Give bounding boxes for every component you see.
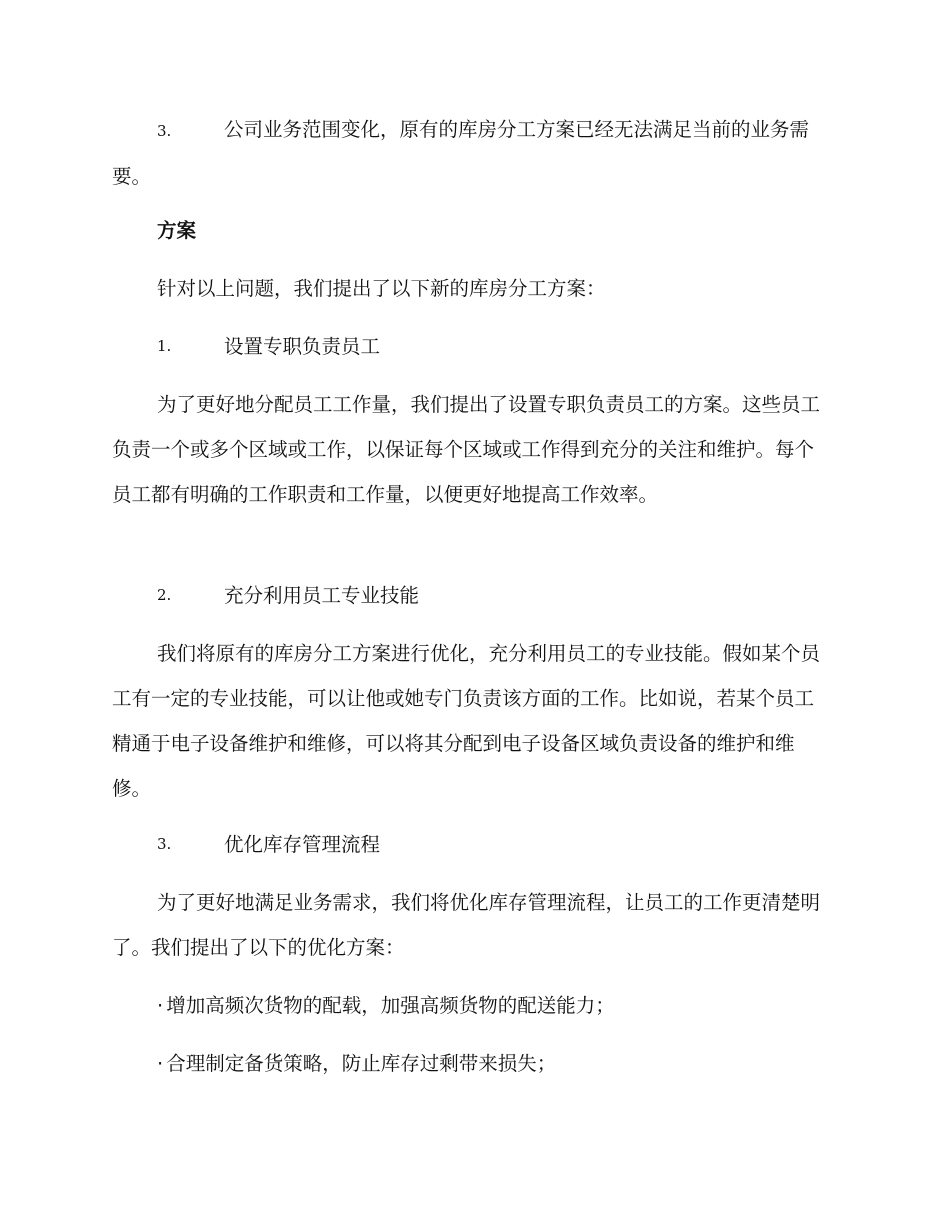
bullet-item — [157, 983, 615, 1028]
bullet-text: 合理制定备货策略，防止库存过剩带来损失； — [166, 1052, 557, 1075]
section-heading: 方案 — [157, 219, 197, 242]
numbered-item-prev-3 — [112, 107, 830, 199]
item-3-body: 为了更好地满足业务需求，我们将优化库存管理流程，让员工的工作更清楚明了。我们提出了以下的优化方案： — [112, 891, 821, 959]
item-title: 设置专职负责员工 — [224, 335, 381, 358]
item-title: 充分利用员工专业技能 — [224, 584, 420, 607]
numbered-item-3 — [112, 822, 830, 867]
item-number: 1. — [157, 337, 172, 355]
bullet-text: 增加高频次货物的配载，加强高频货物的配送能力； — [166, 994, 615, 1017]
item-number: 2. — [157, 586, 172, 604]
bullet-marker: · — [157, 994, 164, 1017]
numbered-item-2 — [112, 573, 830, 618]
intro-paragraph: 针对以上问题，我们提出了以下新的库房分工方案： — [157, 277, 606, 300]
bullet-marker: · — [157, 1052, 164, 1075]
item-2-body: 我们将原有的库房分工方案进行优化，充分利用员工的专业技能。假如某个员工有一定的专业技能，可以让他或她专门负责该方面的工作。比如说，若某个员工精通于电子设备维护和维修，可以将其分配到电子设备区域负责设备的维护和维修。 — [112, 642, 821, 800]
item-number: 3. — [157, 835, 172, 853]
item-title: 优化库存管理流程 — [224, 833, 381, 856]
item-1-body: 为了更好地分配员工工作量，我们提出了设置专职负责员工的方案。这些员工负责一个或多个区域或工作，以保证每个区域或工作得到充分的关注和维护。每个员工都有明确的工作职责和工作量，以便更好地提高工作效率。 — [112, 393, 821, 506]
item-text: 公司业务范围变化，原有的库房分工方案已经无法满足当前的业务需要。 — [112, 118, 810, 188]
numbered-item-1 — [112, 324, 830, 369]
item-number: 3. — [157, 122, 172, 140]
bullet-item — [157, 1041, 556, 1086]
